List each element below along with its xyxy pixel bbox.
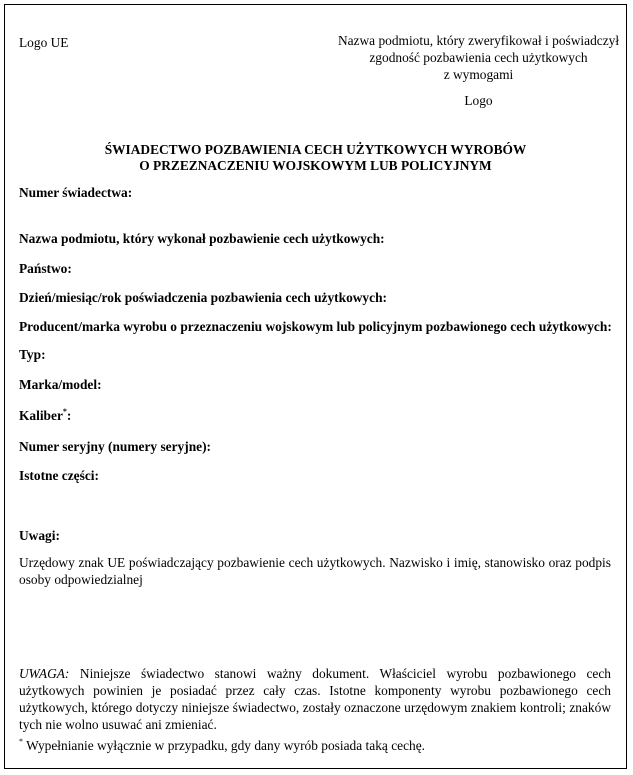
date-label: Dzień/miesiąc/rok poświadczenia pozbawienia cech użytkowych: xyxy=(19,290,387,305)
eu-logo-placeholder: Logo UE xyxy=(19,35,69,50)
footnote-mark: * xyxy=(19,737,23,746)
serial-numbers-label: Numer seryjny (numery seryjne): xyxy=(19,439,212,454)
issuer-line-1: Nazwa podmiotu, który zweryfikował i poświadczył xyxy=(337,33,620,48)
entity-name-label: Nazwa podmiotu, który wykonał pozbawienie cech użytkowych: xyxy=(19,231,385,246)
notice-paragraph xyxy=(19,665,611,733)
footnote-text: Wypełnianie wyłącznie w przypadku, gdy dany wyrób posiada taką cechę. xyxy=(23,738,426,753)
footnote xyxy=(19,737,425,754)
certificate-title xyxy=(4,142,627,174)
caliber-footnote-mark: * xyxy=(62,407,67,416)
manufacturer-label: Producent/marka wyrobu o przeznaczeniu wojskowym lub policyjnym pozbawionego cech użytkowych: xyxy=(19,319,612,334)
remarks-label: Uwagi: xyxy=(19,528,60,543)
verifying-entity-block xyxy=(330,32,627,83)
notice-label: UWAGA: xyxy=(19,666,70,681)
caliber-text: Kaliber xyxy=(19,408,63,423)
official-mark-text: Urzędowy znak UE poświadczający pozbawienie cech użytkowych. Nazwisko i imię, stanowisko oraz podpis osoby odpowiedzialnej xyxy=(19,555,611,587)
entity-logo-placeholder: Logo xyxy=(464,93,493,108)
certificate-number-label: Numer świadectwa: xyxy=(19,185,133,200)
issuer-line-2: zgodność pozbawienia cech użytkowych xyxy=(369,50,588,65)
caliber-label xyxy=(19,407,71,424)
country-label: Państwo: xyxy=(19,261,72,276)
notice-text: Niniejsze świadectwo stanowi ważny dokument. Właściciel wyrobu pozbawionego cech użytkowych powinien je posiadać przez cały czas. Istotne komponenty wyrobu pozbawionego cech użytkowych, którego dotyczy niniejsze świadectwo, zostały oznaczone urzędowym znakiem kontroli; znaków tych nie wolno usuwać ani zmieniać. xyxy=(19,666,611,732)
caliber-colon: : xyxy=(66,408,72,423)
title-line-2: O PRZEZNACZENIU WOJSKOWYM LUB POLICYJNYM xyxy=(139,158,492,173)
essential-parts-label: Istotne części: xyxy=(19,468,99,483)
title-line-1: ŚWIADECTWO POZBAWIENIA CECH UŻYTKOWYCH WYROBÓW xyxy=(104,142,527,157)
issuer-line-3: z wymogami xyxy=(443,67,514,82)
make-model-label: Marka/model: xyxy=(19,377,102,392)
type-label: Typ: xyxy=(19,347,46,362)
